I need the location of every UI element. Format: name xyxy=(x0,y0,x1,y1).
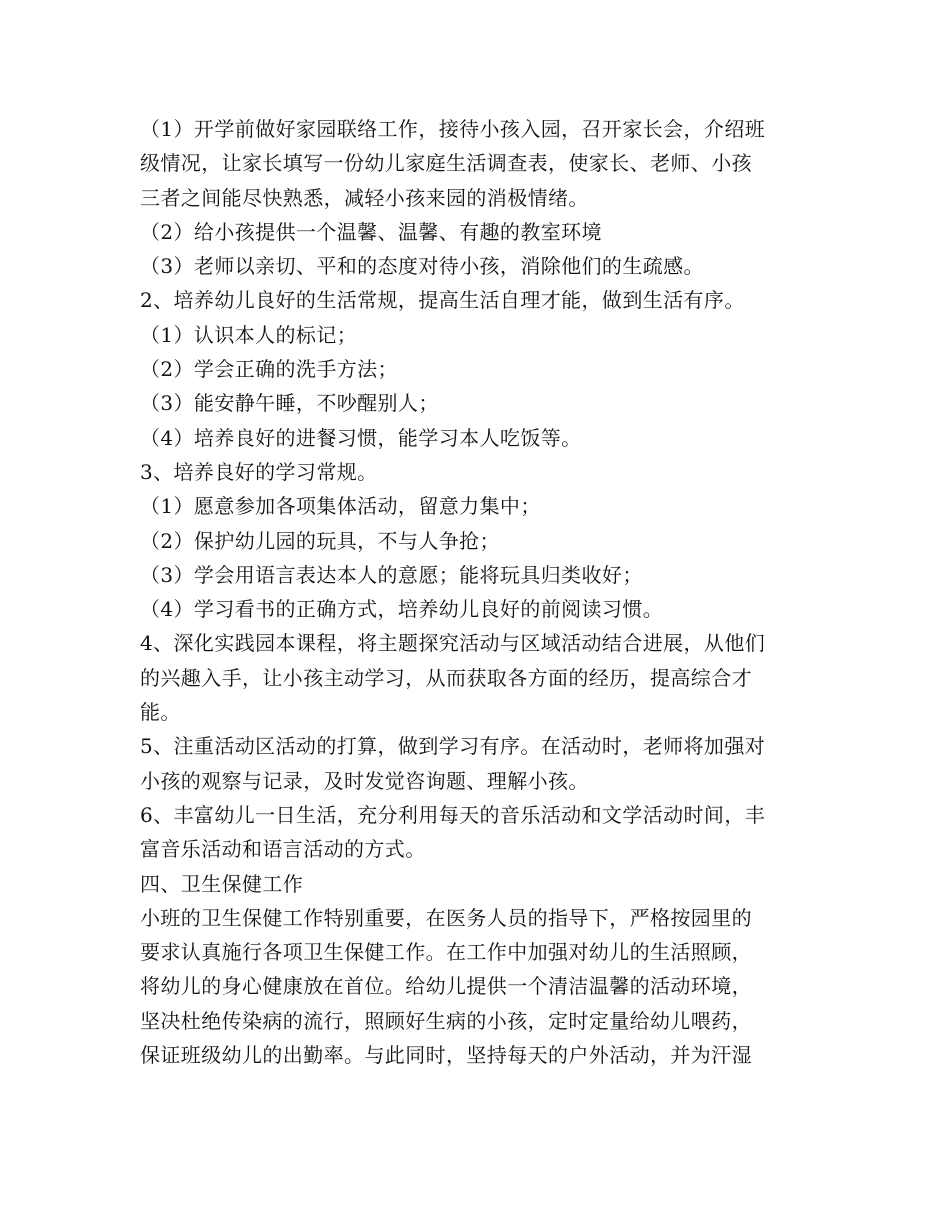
text-line: 3、培养良好的学习常规。 xyxy=(140,459,378,484)
text-line: （3）学会用语言表达本人的意愿；能将玩具归类收好； xyxy=(140,562,643,587)
text-line: （4）学习看书的正确方式，培养幼儿良好的前阅读习惯。 xyxy=(140,597,664,622)
text-line: （3）老师以亲切、平和的态度对待小孩，消除他们的生疏感。 xyxy=(140,254,704,279)
text-line: 小孩的观察与记录，及时发觉咨询题、理解小孩。 xyxy=(140,768,589,793)
text-line: 要求认真施行各项卫生保健工作。在工作中加强对幼儿的生活照顾， xyxy=(140,940,752,965)
text-line: （2）学会正确的洗手方法； xyxy=(140,357,398,382)
text-line: 小班的卫生保健工作特别重要，在医务人员的指导下，严格按园里的 xyxy=(140,905,752,930)
text-line: 6、丰富幼儿一日生活，充分利用每天的音乐活动和文学活动时间，丰 xyxy=(140,802,766,827)
text-line: （4）培养良好的进餐习惯，能学习本人吃饭等。 xyxy=(140,425,582,450)
text-line: 级情况，让家长填写一份幼儿家庭生活调查表，使家长、老师、小孩 xyxy=(140,151,752,176)
section-heading: 四、卫生保健工作 xyxy=(140,871,304,896)
document-body xyxy=(140,112,820,1072)
text-line: （3）能安静午睡，不吵醒别人； xyxy=(140,391,439,416)
text-line: 将幼儿的身心健康放在首位。给幼儿提供一个清洁温馨的活动环境， xyxy=(140,974,752,999)
text-line: 富音乐活动和语言活动的方式。 xyxy=(140,837,426,862)
text-line: （1）开学前做好家园联络工作，接待小孩入园，召开家长会，介绍班 xyxy=(140,117,766,141)
text-line: 5、注重活动区活动的打算，做到学习有序。在活动时，老师将加强对 xyxy=(140,734,766,759)
text-line: （2）保护幼儿园的玩具，不与人争抢； xyxy=(140,528,500,553)
text-line: 三者之间能尽快熟悉，减轻小孩来园的消极情绪。 xyxy=(140,185,589,210)
text-line: 4、深化实践园本课程，将主题探究活动与区域活动结合进展，从他们 xyxy=(140,631,766,656)
text-line: 保证班级幼儿的出勤率。与此同时，坚持每天的户外活动，并为汗湿 xyxy=(140,1043,752,1068)
text-line: （1）愿意参加各项集体活动，留意力集中； xyxy=(140,494,541,519)
text-line: 的兴趣入手，让小孩主动学习，从而获取各方面的经历，提高综合才 xyxy=(140,665,752,690)
text-line: 坚决杜绝传染病的流行，照顾好生病的小孩，定时定量给幼儿喂药， xyxy=(140,1008,752,1033)
text-line: （2）给小孩提供一个温馨、温馨、有趣的教室环境 xyxy=(140,219,602,244)
text-line: 能。 xyxy=(140,700,181,725)
text-line: （1）认识本人的标记； xyxy=(140,322,358,347)
text-line: 2、培养幼儿良好的生活常规，提高生活自理才能，做到生活有序。 xyxy=(140,288,745,313)
